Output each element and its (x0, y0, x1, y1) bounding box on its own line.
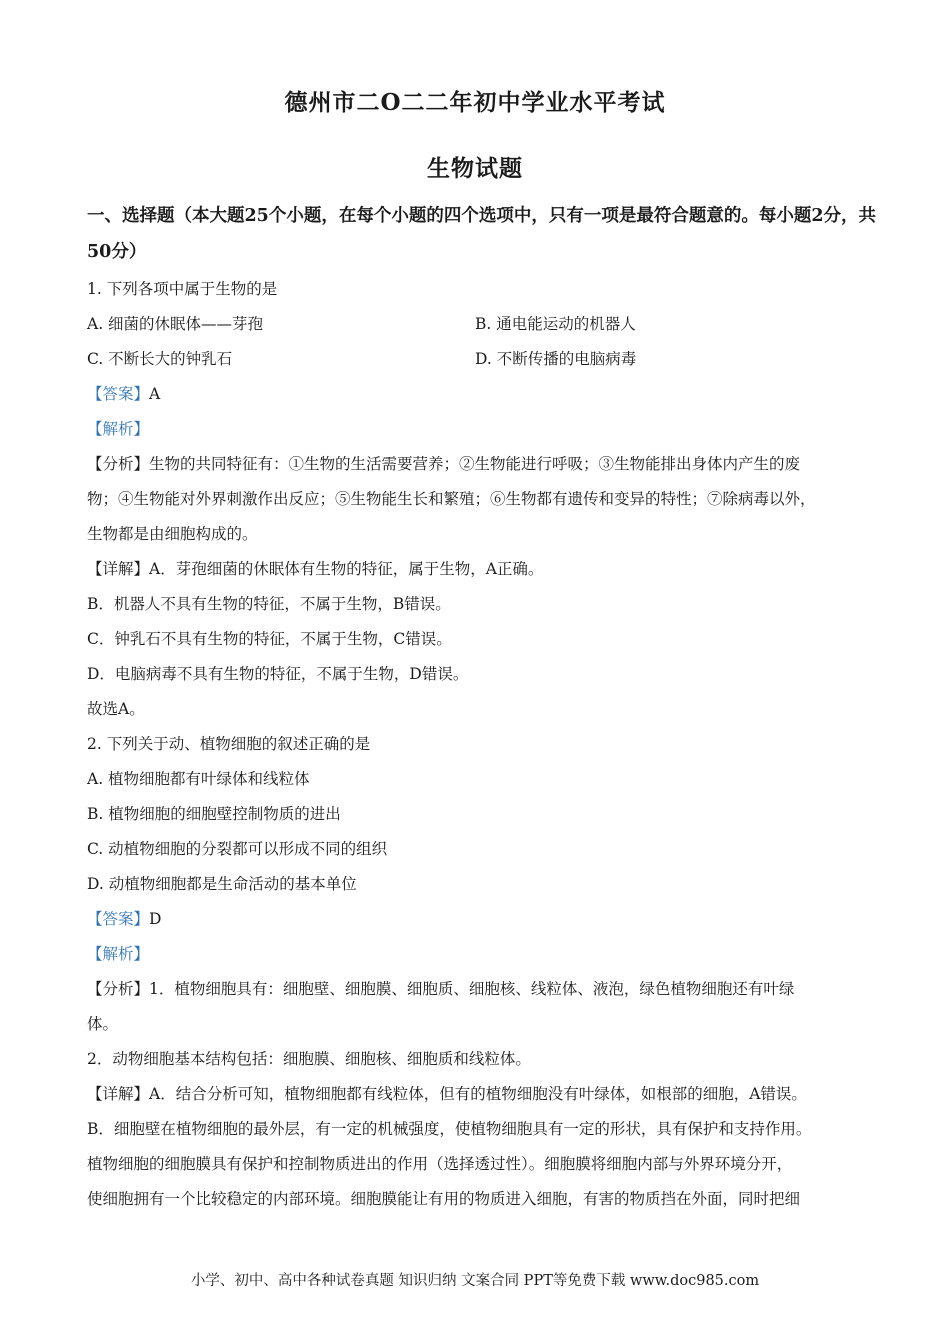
detail-text: 使细胞拥有一个比较稳定的内部环境。细胞膜能让有用的物质进入细胞，有害的物质挡在外面，同时把细 (87, 1190, 801, 1208)
detail-text: D．电脑病毒不具有生物的特征，不属于生物，D错误。 (87, 665, 469, 683)
detail-text: B．细胞壁在植物细胞的最外层，有一定的机械强度，使植物细胞具有一定的形状，具有保护和支持作用。 (87, 1120, 812, 1138)
analysis-text: 【分析】1．植物细胞具有：细胞壁、细胞膜、细胞质、细胞核、线粒体、液泡，绿色植物细胞还有叶绿 (87, 980, 795, 998)
answer-tag: 【答案】 (87, 910, 150, 928)
option-d: D. 动植物细胞都是生命活动的基本单位 (87, 875, 357, 893)
option-d: D. 不断传播的电脑病毒 (475, 350, 637, 368)
page-title: 德州市二O二二年初中学业水平考试 (284, 89, 666, 116)
analysis-line (87, 412, 877, 447)
option-b: B. 植物细胞的细胞壁控制物质的进出 (87, 805, 341, 823)
analysis-tag: 【解析】 (87, 420, 150, 438)
answer-line (87, 902, 877, 937)
option-c: C. 不断长大的钟乳石 (87, 350, 233, 368)
detail-text: 植物细胞的细胞膜具有保护和控制物质进出的作用（选择透过性）。细胞膜将细胞内部与外界环境分开， (87, 1155, 793, 1173)
option-b: B. 通电能运动的机器人 (475, 315, 636, 333)
analysis-text: 物；④生物能对外界刺激作出反应；⑤生物能生长和繁殖；⑥生物都有遗传和变异的特性；⑦除病毒以外， (87, 490, 816, 508)
answer-value: D (149, 910, 162, 928)
analysis-text: 生物都是由细胞构成的。 (87, 525, 258, 543)
option-c: C. 动植物细胞的分裂都可以形成不同的组织 (87, 840, 388, 858)
page-subtitle: 生物试题 (427, 155, 523, 182)
answer-line (87, 377, 877, 412)
answer-tag: 【答案】 (87, 385, 150, 403)
detail-text: 【详解】A．结合分析可知，植物细胞都有线粒体，但有的植物细胞没有叶绿体，如根部的细胞，A错误。 (87, 1085, 807, 1103)
analysis-tag: 【解析】 (87, 945, 150, 963)
detail-text: 故选A。 (87, 700, 145, 718)
analysis-text: 2．动物细胞基本结构包括：细胞膜、细胞核、细胞质和线粒体。 (87, 1050, 531, 1068)
analysis-line (87, 937, 877, 972)
question-stem: 1. 下列各项中属于生物的是 (87, 280, 278, 298)
question-stem: 2. 下列关于动、植物细胞的叙述正确的是 (87, 735, 371, 753)
question-list (87, 272, 877, 1217)
option-a: A. 细菌的休眠体——芽孢 (87, 315, 264, 333)
analysis-text: 体。 (87, 1015, 119, 1033)
option-row (87, 307, 877, 342)
answer-value: A (149, 385, 161, 403)
detail-text: 【详解】A．芽孢细菌的休眠体有生物的特征，属于生物，A正确。 (87, 560, 544, 578)
option-a: A. 植物细胞都有叶绿体和线粒体 (87, 770, 310, 788)
detail-text: C．钟乳石不具有生物的特征，不属于生物，C错误。 (87, 630, 452, 648)
page-footer: 小学、初中、高中各种试卷真题 知识归纳 文案合同 PPT等免费下载 www.doc985.com (190, 1273, 760, 1289)
analysis-text: 【分析】生物的共同特征有：①生物的生活需要营养；②生物能进行呼吸；③生物能排出身体内产生的废 (87, 455, 801, 473)
detail-text: B．机器人不具有生物的特征，不属于生物，B错误。 (87, 595, 451, 613)
option-row (87, 342, 877, 377)
section-heading: 一、选择题（本大题25个小题，在每个小题的四个选项中，只有一项是最符合题意的。每小题2分，共50分） (87, 206, 877, 262)
